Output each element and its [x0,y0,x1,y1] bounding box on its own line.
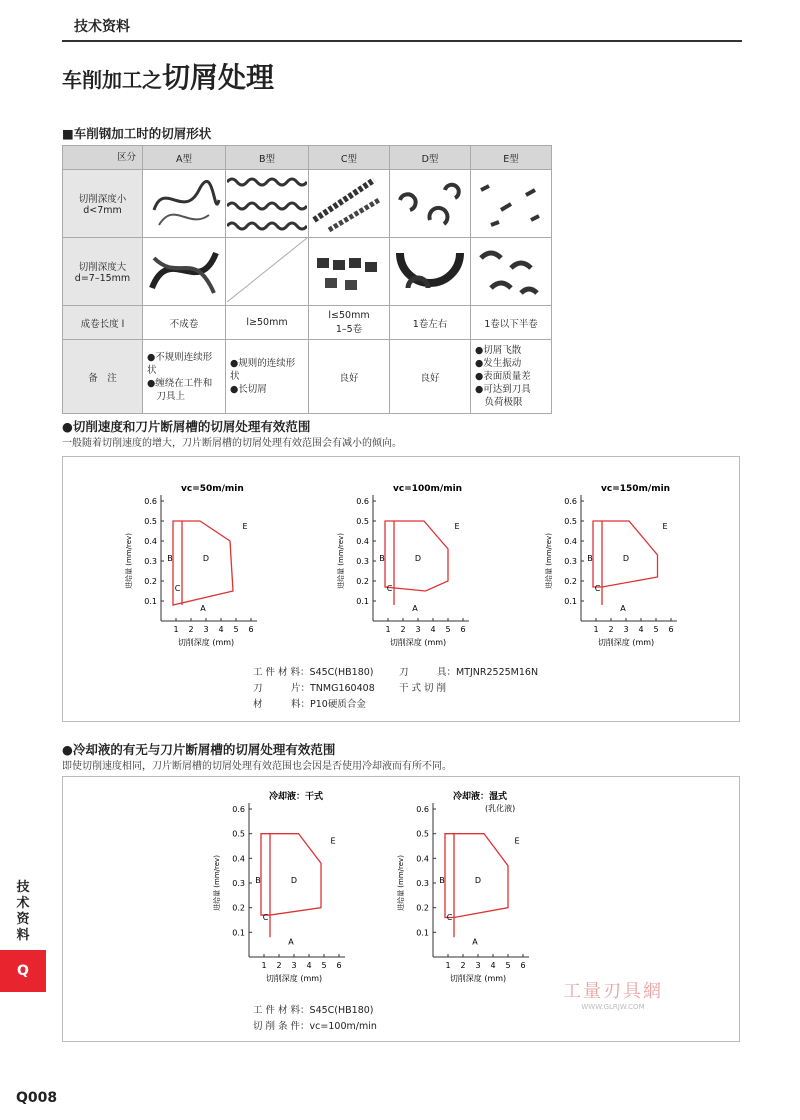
y-axis-label: 进给量 (mm/rev) [213,855,221,911]
type-e-header: E型 [471,146,552,170]
x-tick-label: 5 [505,961,511,970]
region-label-d: D [474,876,482,885]
header-divider [62,40,742,42]
chip-image-e-small [471,170,552,238]
region-label-c: C [386,584,393,593]
chart-title: vc=100m/min [393,484,463,494]
x-tick-label: 3 [203,625,209,634]
watermark-url: WWW.GLRJW.COM [581,1003,645,1011]
y-tick-label: 0.5 [232,829,245,839]
x-tick-label: 3 [475,961,481,970]
coolant-material: 工 件 材 料：S45C(HB180) [253,1005,374,1016]
y-tick-label: 0.2 [356,577,369,586]
region-label-e: E [662,522,668,531]
coil-b: l≥50mm [226,306,309,340]
chart-title: vc=50m/min [181,484,244,494]
notes-e: ●切屑飞散 ●发生振动 ●表面质量差 ●可达到刀具 负荷极限 [471,340,552,414]
speed-grade: 材 料：P10硬质合金 [253,699,366,710]
y-tick-label: 0.3 [144,557,157,566]
chip-image-d-large [390,238,471,306]
coil-length-label: 成卷长度 l [63,306,143,340]
type-a-header: A型 [143,146,226,170]
region-label-a: A [288,937,294,947]
chip-image-a-small [143,170,226,238]
corner-cell [63,146,143,170]
region-label-d: D [414,554,422,563]
x-tick-label: 5 [445,625,451,634]
sidebar-tab-q[interactable]: Q [0,950,46,992]
coolant-section-title: ●冷却液的有无与刀片断屑槽的切屑处理有效范围 [62,742,336,757]
y-tick-label: 0.3 [564,557,577,566]
x-tick-label: 3 [291,961,297,970]
x-tick-label: 6 [336,961,342,970]
region-label-e: E [454,522,460,531]
region-label-b: B [379,554,385,563]
speed-charts [63,457,741,647]
speed-tool: 刀 具：MTJNR2525M16N [399,667,539,678]
y-tick-label: 0.3 [232,879,245,888]
y-tick-label: 0.1 [232,928,245,938]
chip-image-b-large [226,238,309,306]
title-prefix: 车削加工之 [62,68,162,92]
x-axis-label: 切削深度 (mm) [449,974,507,983]
x-tick-label: 2 [608,625,614,634]
chip-image-a-large [143,238,226,306]
notes-b: ●规则的连续形状 ●长切屑 [226,340,309,414]
type-b-header: B型 [226,146,309,170]
x-tick-label: 5 [653,625,659,634]
x-tick-label: 1 [173,625,179,634]
region-label-a: A [620,604,626,613]
y-axis-label: 进给量 (mm/rev) [397,855,405,911]
x-tick-label: 1 [385,625,391,634]
chip-image-b-small [226,170,309,238]
region-label-a: A [200,604,206,613]
y-tick-label: 0.4 [356,537,369,546]
y-tick-label: 0.6 [232,805,245,814]
page-title [62,56,274,96]
watermark [543,977,683,1011]
speed-section-desc: 一般随着切削速度的增大，刀片断屑槽的切屑处理有效范围会有减小的倾向。 [62,438,402,449]
speed-material: 工 件 材 料：S45C(HB180) [253,667,374,678]
chart-subtitle: (乳化液) [485,804,516,813]
coil-e: 1卷以下半卷 [471,306,552,340]
region-label-d: D [290,876,298,885]
y-tick-label: 0.2 [416,903,429,913]
x-tick-label: 2 [460,961,466,970]
region-label-e: E [330,836,336,846]
chip-image-e-large [471,238,552,306]
x-tick-label: 2 [276,961,282,970]
coil-d: 1卷左右 [390,306,471,340]
notes-c: 良好 [309,340,390,414]
x-tick-label: 4 [218,625,224,634]
x-tick-label: 6 [520,961,526,970]
x-tick-label: 1 [593,625,599,634]
coolant-condition: 切 削 条 件：vc=100m/min [253,1021,377,1032]
x-axis-label: 切削深度 (mm) [389,638,447,647]
notes-a: ●不规则连续形状 ●缠绕在工件和 刀具上 [143,340,226,414]
chart-title: 冷却液：湿式 [453,792,508,802]
region-label-b: B [587,554,593,563]
y-tick-label: 0.5 [564,517,577,526]
x-tick-label: 5 [233,625,239,634]
x-tick-label: 6 [460,625,466,634]
watermark-text: 工量刃具網 [563,981,663,1002]
y-tick-label: 0.4 [144,537,157,546]
coolant-charts [63,777,741,992]
x-tick-label: 1 [445,961,451,970]
y-axis-label: 进给量 (mm/rev) [125,533,133,589]
notes-label: 备 注 [63,340,143,414]
x-tick-label: 3 [415,625,421,634]
x-tick-label: 6 [668,625,674,634]
y-tick-label: 0.1 [564,597,577,606]
coolant-info [253,1003,377,1035]
y-tick-label: 0.3 [356,557,369,566]
sidebar-label: 技 术 资 料 [16,880,30,943]
region-label-c: C [594,584,601,593]
coolant-section-desc: 即使切削速度相同，刀片断屑槽的切屑处理有效范围也会因是否使用冷却液而有所不同。 [62,761,452,772]
region-label-d: D [622,554,630,563]
speed-section-title: ●切削速度和刀片断屑槽的切屑处理有效范围 [62,419,311,434]
y-tick-label: 0.6 [144,497,157,506]
x-tick-label: 4 [306,961,312,970]
x-tick-label: 1 [261,961,267,970]
x-tick-label: 4 [638,625,644,634]
row-large-depth: 切削深度大 d=7–15mm [63,238,143,306]
speed-info-right [399,665,538,697]
coil-c: l≤50mm 1–5卷 [309,306,390,340]
region-label-e: E [242,522,248,531]
region-label-d: D [202,554,210,563]
speed-method: 干 式 切 削 [399,683,447,694]
region-label-a: A [472,937,478,947]
x-axis-label: 切削深度 (mm) [597,638,655,647]
y-tick-label: 0.4 [232,854,245,864]
region-label-c: C [262,913,269,922]
chip-image-c-large [309,238,390,306]
notes-d: 良好 [390,340,471,414]
y-tick-label: 0.5 [144,517,157,526]
x-axis-label: 切削深度 (mm) [177,638,235,647]
y-tick-label: 0.6 [356,497,369,506]
region-label-b: B [439,876,445,885]
chip-image-d-small [390,170,471,238]
speed-info-left [253,665,375,713]
coolant-charts-box [62,776,740,1042]
y-tick-label: 0.3 [416,879,429,888]
region-label-c: C [446,913,453,922]
type-d-header: D型 [390,146,471,170]
title-main: 切屑处理 [162,61,275,94]
chart-title: vc=150m/min [601,484,671,494]
chip-shape-table [62,145,552,414]
x-tick-label: 5 [321,961,327,970]
y-tick-label: 0.6 [564,497,577,506]
chip-image-c-small [309,170,390,238]
x-tick-label: 2 [400,625,406,634]
speed-insert: 刀 片：TNMG160408 [253,683,375,694]
y-tick-label: 0.1 [144,597,157,606]
page-number: Q008 [16,1090,58,1106]
region-label-c: C [174,584,181,593]
y-tick-label: 0.2 [232,903,245,913]
y-tick-label: 0.4 [416,854,429,864]
x-tick-label: 3 [623,625,629,634]
y-tick-label: 0.5 [356,517,369,526]
y-tick-label: 0.6 [416,805,429,814]
speed-charts-box [62,456,740,722]
y-tick-label: 0.4 [564,537,577,546]
x-tick-label: 2 [188,625,194,634]
y-axis-label: 进给量 (mm/rev) [545,533,553,589]
region-label-a: A [412,604,418,613]
x-tick-label: 4 [490,961,496,970]
x-axis-label: 切削深度 (mm) [265,974,323,983]
y-axis-label: 进给量 (mm/rev) [337,533,345,589]
row-small-depth: 切削深度小 d<7mm [63,170,143,238]
region-label-b: B [255,876,261,885]
corner-label: 区分 [116,152,136,163]
y-tick-label: 0.1 [356,597,369,606]
sidebar-label-container [0,880,46,944]
y-tick-label: 0.5 [416,829,429,839]
x-tick-label: 4 [430,625,436,634]
x-tick-label: 6 [248,625,254,634]
y-tick-label: 0.1 [416,928,429,938]
region-label-b: B [167,554,173,563]
y-tick-label: 0.2 [144,577,157,586]
section-header: 技术资料 [74,19,130,35]
region-label-e: E [514,836,520,846]
y-tick-label: 0.2 [564,577,577,586]
chart-title: 冷却液：干式 [269,792,324,802]
table-title: ■车削钢加工时的切屑形状 [62,126,212,141]
coil-a: 不成卷 [143,306,226,340]
type-c-header: C型 [309,146,390,170]
